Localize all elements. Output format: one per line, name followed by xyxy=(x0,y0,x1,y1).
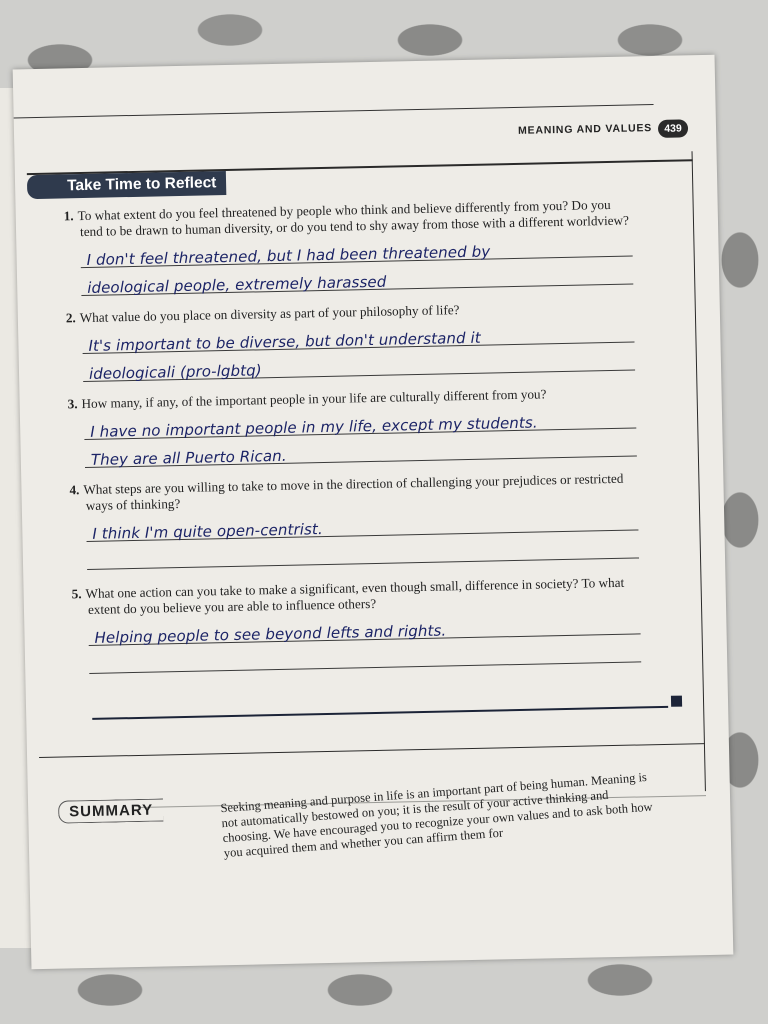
end-mark-icon xyxy=(671,696,682,707)
running-head: MEANING AND VALUES xyxy=(517,122,653,137)
handwritten-answer: Helping people to see beyond lefts and rights. xyxy=(94,621,447,647)
page-number-badge: 439 xyxy=(658,119,688,138)
box-bottom-rule xyxy=(39,743,705,758)
handwritten-answer: It's important to be diverse, but don't understand it xyxy=(88,328,481,355)
box-end-rule xyxy=(92,706,668,720)
header-rule xyxy=(14,104,654,118)
handwritten-answer: ideological people, extremely harassed xyxy=(87,272,387,297)
question-3-text: 3. How many, if any, of the important people in your life are culturally different from you? xyxy=(67,386,547,412)
handwritten-answer: I don't feel threatened, but I had been threatened by xyxy=(86,242,491,269)
question-4-text: 4. What steps are you willing to take to move in the direction of challenging your prejudices or restricted ways of thinking? xyxy=(69,470,624,514)
question-2-text: 2. What value do you place on diversity as part of your philosophy of life? xyxy=(65,302,460,326)
book-page xyxy=(13,55,734,970)
question-1 xyxy=(64,197,634,297)
question-5-text: 5. What one action can you take to make a significant, even though small, difference in society? To what extent do you believe you are able to influence others? xyxy=(71,574,625,617)
question-2 xyxy=(66,298,635,382)
handwritten-answer: I think I'm quite open-centrist. xyxy=(92,520,323,543)
box-right-rule xyxy=(692,151,706,791)
question-3 xyxy=(68,384,637,468)
question-5 xyxy=(71,574,641,674)
question-1-text: 1. To what extent do you feel threatened by people who think and believe differently from you? Do you tend to be drawn to human diversity, or do you tend to shy away from those with a different worldview? xyxy=(63,196,630,240)
summary-heading: SUMMARY xyxy=(58,798,163,823)
handwritten-answer: I have no important people in my life, except my students. xyxy=(90,413,538,441)
question-4 xyxy=(69,470,639,570)
handwritten-answer: ideologicali (pro-lgbtq) xyxy=(88,361,262,383)
handwritten-answer: They are all Puerto Rican. xyxy=(90,446,287,469)
section-title: Take Time to Reflect xyxy=(27,171,227,199)
reflection-questions xyxy=(64,197,642,675)
summary-paragraph: Seeking meaning and purpose in life is an important part of being human. Meaning is not automatically bestowed on you; it is the result of your active thinking and choosing. We have encouraged you to recognize your own values and to ask both how you acquired them and whether you can affirm them for xyxy=(220,769,654,861)
